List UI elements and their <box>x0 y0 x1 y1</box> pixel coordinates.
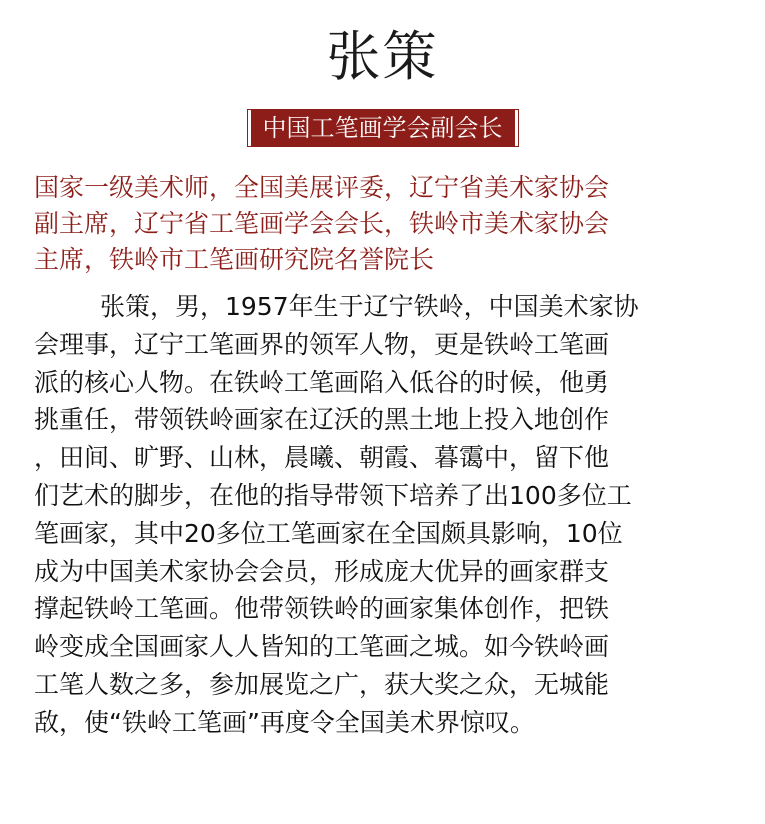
bio-line: 笔画家，其中20多位工笔画家在全国颇具影响，10位 <box>34 518 623 548</box>
honors-line: 副主席，辽宁省工笔画学会会长，铁岭市美术家协会 <box>34 209 610 238</box>
title-badge: 中国工笔画学会副会长 <box>248 110 518 146</box>
honors-paragraph <box>34 170 734 278</box>
bio-line: 工笔人数之多，参加展览之广，获大奖之众，无城能 <box>34 669 610 699</box>
bio-line: 会理事，辽宁工笔画界的领军人物，更是铁岭工笔画 <box>34 329 610 359</box>
bio-line: 们艺术的脚步，在他的指导带领下培养了出100多位工 <box>34 480 632 510</box>
honors-line: 国家一级美术师，全国美展评委，辽宁省美术家协会 <box>34 173 610 202</box>
title-badge-container <box>0 110 765 146</box>
bio-line: 成为中国美术家协会会员，形成庞大优异的画家群支 <box>34 556 610 586</box>
bio-line: ，田间、旷野、山林，晨曦、朝霞、暮霭中，留下他 <box>34 443 610 473</box>
page-title: 张策 <box>326 25 439 88</box>
bio-line: 岭变成全国画家人人皆知的工笔画之城。如今铁岭画 <box>34 632 610 662</box>
bio-line: 派的核心人物。在铁岭工笔画陷入低谷的时候，他勇 <box>34 367 610 397</box>
bio-line: 张策，男，1957年生于辽宁铁岭，中国美术家协 <box>100 292 639 321</box>
bio-line: 敌，使“铁岭工笔画”再度令全国美术界惊叹。 <box>34 707 535 737</box>
bio-line: 撑起铁岭工笔画。他带领铁岭的画家集体创作，把铁 <box>34 594 610 624</box>
biography-paragraph <box>34 288 734 742</box>
honors-line: 主席，铁岭市工笔画研究院名誉院长 <box>34 245 435 274</box>
bio-line: 挑重任，带领铁岭画家在辽沃的黑土地上投入地创作 <box>34 405 610 435</box>
